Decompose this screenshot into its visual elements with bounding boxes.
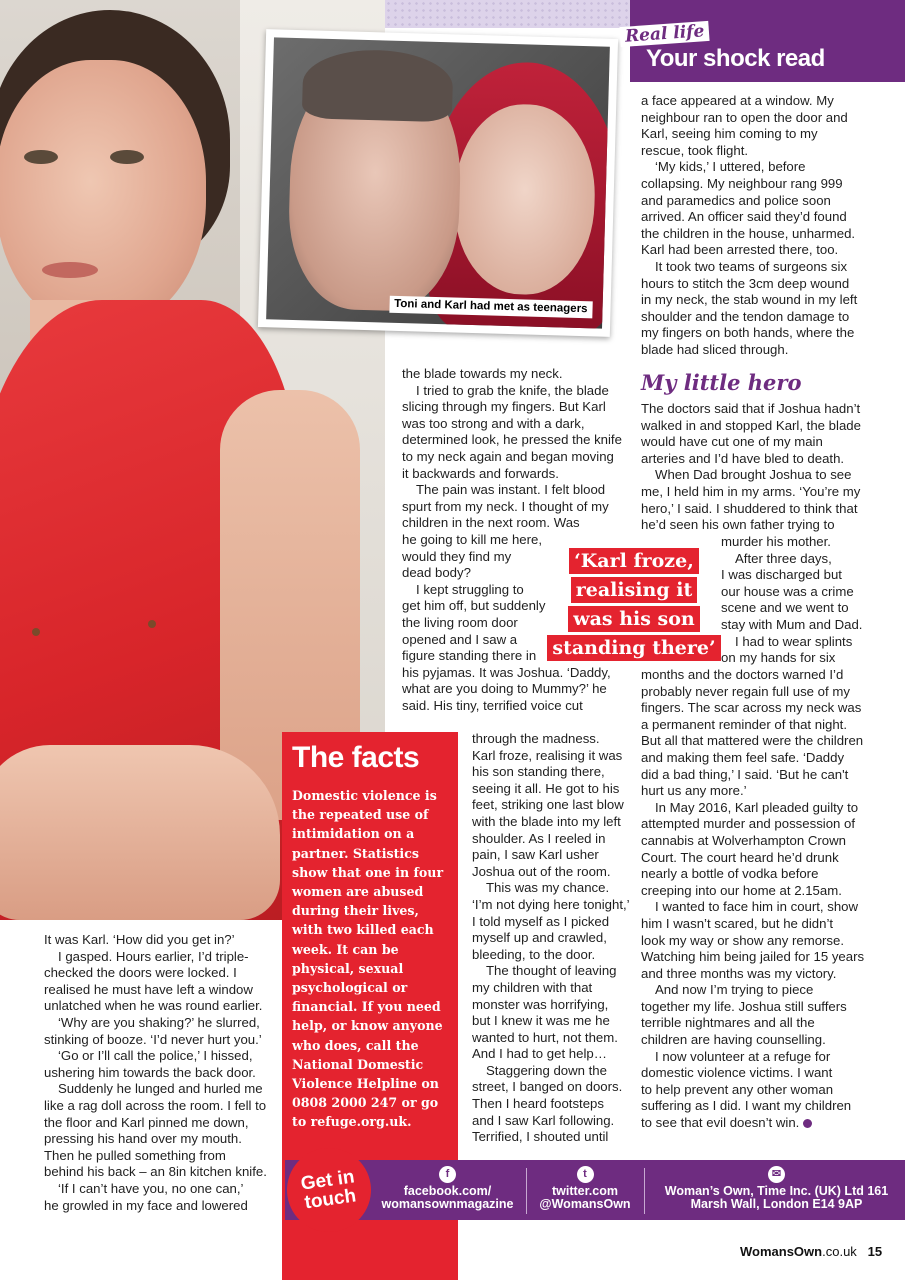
text-line: like a rag doll across the room. I fell to: [44, 1097, 267, 1113]
text-line: behind his back – an 8in kitchen knife.: [44, 1164, 267, 1180]
facebook-icon: f: [439, 1166, 456, 1183]
text-line: murder his mother.: [721, 534, 831, 549]
text-line: Joshua out of the room.: [472, 863, 611, 879]
text-line: arteries and I’d have bled to death.: [641, 450, 845, 466]
text-line: him I wasn’t scared, but he didn’t: [641, 915, 834, 931]
footer-site: WomansOwn: [740, 1244, 823, 1259]
text-line: This was my chance.: [486, 880, 610, 896]
text-line: in my neck, the stab wound in my left: [641, 292, 858, 308]
text-line: figure standing there in: [402, 648, 537, 664]
text-line: The thought of leaving: [486, 963, 617, 979]
text-line: I wanted to face him in court, show: [655, 899, 859, 915]
column-middle-bottom: [472, 731, 642, 1146]
text-line: my children with that: [472, 979, 593, 995]
text-line: on my hands for six: [721, 650, 836, 666]
text-line: Karl, seeing him coming to my: [641, 126, 818, 142]
text-line: blade had sliced through.: [641, 341, 789, 357]
text-line: ushering him towards the back door.: [44, 1064, 256, 1080]
text-line: In May 2016, Karl pleaded guilty to: [655, 799, 859, 815]
text-line: was too strong and with a dark,: [402, 415, 585, 431]
text-line: myself up and crawled,: [472, 930, 607, 946]
text-line: It took two teams of surgeons six: [655, 258, 848, 274]
text-line: with the blade into my left: [472, 813, 621, 829]
text-line: checked the doors were locked. I: [44, 965, 237, 981]
text-line: Karl had been arrested there, too.: [641, 242, 839, 258]
text-line: unlatched when he was round earlier.: [44, 998, 263, 1014]
text-line: I kept struggling to: [416, 581, 524, 597]
text-line: After three days,: [735, 550, 832, 566]
twitter-icon: t: [577, 1166, 594, 1183]
text-line: The pain was instant. I felt blood: [416, 482, 606, 498]
text-line: shoulder and the tendon damage to: [641, 308, 850, 324]
text-line: dead body?: [402, 565, 471, 581]
photo-caption: Toni and Karl had met as teenagers: [389, 296, 593, 319]
text-line: Karl froze, realising it was: [472, 747, 623, 763]
text-line: scene and we went to: [721, 600, 849, 616]
section-tag-small: Real life: [619, 21, 710, 47]
text-line: I gasped. Hours earlier, I’d triple-: [58, 948, 249, 964]
text-line: to see that evil doesn’t win.: [641, 1115, 866, 1132]
text-line: attempted murder and possession of: [641, 816, 856, 832]
text-line: slicing through my fingers. But Karl: [402, 399, 606, 415]
text-line: hours to stitch the 3cm deep wound: [641, 275, 850, 291]
text-line: I now volunteer at a refuge for: [655, 1048, 831, 1064]
text-line: spurt from my neck. I thought of my: [402, 498, 609, 514]
text-line: he growled in my face and lowered: [44, 1197, 248, 1213]
text-line: the living room door: [402, 614, 518, 630]
text-line: shoulder. As I reeled in: [472, 830, 606, 846]
text-line: the children in the house, unharmed.: [641, 225, 856, 241]
text-line: children in the next room. Was: [402, 515, 580, 531]
text-line: I told myself as I picked: [472, 913, 610, 929]
subhead: My little hero: [641, 370, 802, 395]
text-line: But all that mattered were the children: [641, 733, 864, 749]
text-line: And I had to get help…: [472, 1046, 607, 1062]
text-line: ‘If I can’t have you, no one can,’: [58, 1180, 244, 1196]
text-line: through the madness.: [472, 731, 600, 746]
column-right-mid: [641, 401, 866, 534]
couple-photo: [258, 29, 618, 337]
text-line: collapsing. My neighbour rang 999: [641, 175, 843, 191]
text-line: bleeding, to the door.: [472, 946, 596, 962]
text-line: ‘My kids,’ I uttered, before: [655, 159, 806, 175]
page-footer: [740, 1244, 882, 1259]
text-line: said. His tiny, terrified voice cut: [402, 697, 583, 713]
text-line: to my neck again and began moving: [402, 448, 614, 464]
mail-icon: ✉: [768, 1166, 785, 1183]
text-line: seeing it all. He got to his: [472, 780, 620, 796]
text-line: neighbour ran to open the door and: [641, 109, 848, 125]
text-line: creeping into our home at 2.15am.: [641, 882, 842, 898]
text-line: fingers. The scar across my neck was: [641, 700, 862, 716]
text-line: Watching him being jailed for 15 years: [641, 949, 865, 965]
facts-title: The facts: [292, 741, 420, 774]
text-line: It was Karl. ‘How did you get in?’: [44, 932, 235, 947]
column-right-top: [641, 93, 866, 359]
text-line: Suddenly he lunged and hurled me: [58, 1081, 263, 1097]
text-line: and I saw Karl following.: [472, 1112, 615, 1128]
text-line: did a bad thing,’ I said. ‘But he can't: [641, 766, 849, 782]
text-line: me, I held him in my arms. ‘You’re my: [641, 483, 861, 499]
section-tag-title: Your shock read: [646, 45, 825, 72]
text-line: and making them feel safe. ‘Daddy: [641, 749, 845, 765]
text-line: stay with Mum and Dad.: [721, 616, 863, 632]
text-line: ‘Why are you shaking?’ he slurred,: [58, 1014, 260, 1030]
text-line: walked in and stopped Karl, the blade: [641, 417, 861, 433]
text-line: Terrified, I shouted until: [472, 1129, 609, 1145]
text-line: I tried to grab the knife, the blade: [416, 382, 609, 398]
text-line: our house was a crime: [721, 583, 854, 599]
text-line: he going to kill me here,: [402, 531, 543, 547]
text-line: ‘I’m not dying here tonight,’: [472, 896, 630, 912]
text-line: opened and I saw a: [402, 631, 518, 647]
text-line: monster was horrifying,: [472, 996, 609, 1012]
text-line: together my life. Joshua still suffers: [641, 998, 847, 1014]
text-line: get him off, but suddenly: [402, 598, 546, 614]
text-line: a permanent reminder of that night.: [641, 716, 847, 732]
text-line: I had to wear splints: [735, 633, 853, 649]
postal-address: ✉ Woman’s Own, Time Inc. (UK) Ltd 161 Marsh Wall, London E14 9AP: [664, 1168, 889, 1211]
text-line: I was discharged but: [721, 567, 842, 583]
text-line: the blade towards my neck.: [402, 366, 563, 381]
facts-body: Domestic violence is the repeated use of intimidation on a partner. Statistics show that one in four women are abused during their lives, with two killed each week. It can be physical, sexual psychological or financial. If you need help, or know anyone who does, call the National Domestic Violence Helpline on 0808 2000 247 or go to refuge.org.uk.: [292, 788, 444, 1130]
text-line: terrible nightmares and all the: [641, 1015, 815, 1031]
text-line: and three months was my victory.: [641, 965, 837, 981]
text-line: Staggering down the: [486, 1062, 607, 1078]
text-line: he’d seen his own father trying to: [641, 517, 835, 533]
text-line: feet, striking one last blow: [472, 797, 624, 813]
column-right-narrow: [721, 534, 871, 667]
text-line: his pyjamas. It was Joshua. ‘Daddy,: [402, 664, 611, 680]
column-left-bottom: [44, 932, 269, 1214]
text-line: wanted to hurt, not them.: [472, 1029, 618, 1045]
text-line: realised he must have left a window: [44, 981, 253, 997]
text-line: ‘Go or I’ll call the police,’ I hissed,: [58, 1048, 253, 1064]
facebook-link[interactable]: f facebook.com/ womansownmagazine: [381, 1168, 514, 1211]
text-line: look my way or show any remorse.: [641, 932, 845, 948]
text-line: my fingers on both hands, where the: [641, 325, 855, 341]
twitter-link[interactable]: t twitter.com @WomansOwn: [539, 1168, 631, 1211]
text-line: street, I banged on doors.: [472, 1079, 623, 1095]
text-line: would they find my: [402, 548, 512, 564]
text-line: suffering as I did. I want my children: [641, 1098, 852, 1114]
text-line: And now I’m trying to piece: [655, 982, 814, 998]
text-line: what are you doing to Mummy?’ he: [402, 681, 607, 697]
page-number: 15: [867, 1244, 883, 1259]
text-line: his son standing there,: [472, 764, 605, 780]
text-line: months and the doctors warned I’d: [641, 667, 844, 682]
column-right-bottom: [641, 667, 866, 1132]
text-line: arrived. An officer said they’d found: [641, 209, 847, 225]
text-line: domestic violence victims. I want: [641, 1065, 833, 1081]
footer-site-tld: .co.uk: [822, 1244, 857, 1259]
text-line: children are having counselling.: [641, 1032, 826, 1048]
text-line: The doctors said that if Joshua hadn’t: [641, 401, 861, 416]
text-line: Then he pulled something from: [44, 1147, 226, 1163]
text-line: Then I heard footsteps: [472, 1096, 604, 1112]
text-line: a face appeared at a window. My: [641, 93, 834, 108]
text-line: nearly a bottle of vodka before: [641, 866, 819, 882]
text-line: hero,’ I said. I shuddered to think that: [641, 500, 858, 516]
end-of-article-dot: [803, 1119, 812, 1128]
get-in-touch-badge: Get in touch: [282, 1143, 377, 1238]
text-line: rescue, took flight.: [641, 142, 749, 158]
text-line: but I knew it was me he: [472, 1013, 610, 1029]
text-line: When Dad brought Joshua to see: [655, 467, 852, 483]
pull-quote: ‘Karl froze, realising it was his son standing there’: [545, 548, 723, 664]
text-line: stinking of booze. ‘I’d never hurt you.’: [44, 1031, 262, 1047]
text-line: and paramedics and police soon: [641, 192, 831, 208]
text-line: cannabis at Wolverhampton Crown: [641, 832, 846, 848]
text-line: to help prevent any other woman: [641, 1081, 834, 1097]
text-line: determined look, he pressed the knife: [402, 432, 622, 448]
text-line: pressing his hand over my mouth.: [44, 1131, 242, 1147]
text-line: pain, I saw Karl usher: [472, 847, 599, 863]
text-line: it backwards and forwards.: [402, 465, 559, 481]
text-line: the floor and Karl pinned me down,: [44, 1114, 249, 1130]
text-line: hurt us any more.’: [641, 783, 747, 799]
text-line: Court. The court heard he’d drunk: [641, 849, 839, 865]
text-line: probably never regain full use of my: [641, 683, 850, 699]
text-line: would have cut one of my main: [641, 434, 823, 450]
